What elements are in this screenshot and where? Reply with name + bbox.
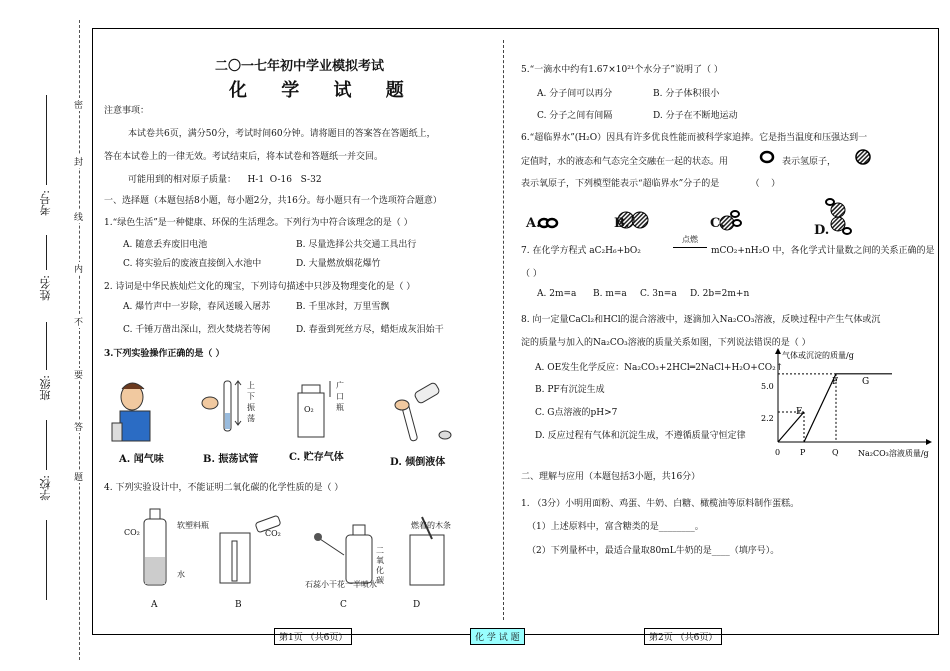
y-tick-label: 5.0: [761, 382, 774, 391]
seal-char: 要: [74, 368, 83, 381]
question-stem: mCO₂+nH₂O 中，各化学式计量数之间的关系正确的是: [711, 246, 935, 256]
option: C. 3n=a: [640, 289, 677, 299]
model-a: [539, 219, 557, 227]
seal-char: 答: [74, 420, 83, 433]
question-stem: 5.“一滴水中约有1.67×10²¹个水分子”说明了（ ）: [521, 65, 723, 75]
option: C. 分子之间有间隔: [537, 111, 613, 121]
seal-char: 线: [74, 210, 83, 223]
notice-heading: 注意事项：: [104, 106, 150, 116]
option: A. 2m=a: [537, 289, 577, 299]
question-part: （2）下列量杯中，最适合量取80mL牛奶的是____（填序号）。: [527, 546, 780, 556]
reaction-arrow: [673, 247, 707, 248]
option: B. PF有沉淀生成: [535, 385, 605, 395]
shaking-tube-illustration: [202, 381, 241, 431]
option-label: D: [413, 600, 421, 610]
mass-chart: [758, 346, 940, 461]
x-tick-label: 0: [775, 448, 781, 457]
gas-label: 二氧化碳: [376, 546, 384, 585]
water-label: 水: [177, 570, 185, 579]
subject-title: 化 学 试 题: [229, 80, 418, 101]
option: B. m=a: [593, 289, 627, 299]
stick-label: 燃着的木条: [411, 521, 451, 530]
label-class: 班级:: [39, 375, 52, 401]
option: B. 分子体积很小: [653, 89, 720, 99]
option: C. 将实验后的废液直接倒入水池中: [123, 259, 262, 269]
x-tick-label: Q: [832, 448, 839, 457]
x-tick-label: P: [800, 448, 806, 457]
option-label: B: [235, 600, 242, 610]
co2-label: CO₂: [124, 528, 140, 537]
option-label: C. 贮存气体: [289, 452, 344, 463]
point-label: E: [796, 407, 803, 417]
option: A. 爆竹声中一岁除，春风送暖入屠苏: [123, 302, 271, 312]
bottle-caption: 广口瓶: [336, 381, 344, 412]
option: B. 千里冰封，万里雪飘: [296, 302, 390, 312]
notice-line: 本试卷共6页，满分50分，考试时间60分钟。请将题目的答案答在答题纸上，: [128, 129, 436, 139]
question-part: （1）上述原料中，富含糖类的是________。: [527, 522, 704, 532]
option-label: A.: [526, 216, 541, 231]
question-text: （ ）: [521, 269, 542, 279]
page-number-right: 第2页 （共6页）: [644, 628, 722, 645]
question-stem: 3.下列实验操作正确的是（ ）: [104, 349, 225, 359]
option: C. G点溶液的pH>7: [535, 408, 618, 418]
question-text: 淀的质量与加入的Na₂CO₃溶液的质量关系如图，下列说法错误的是（ ）: [521, 338, 811, 348]
question-stem: 6.“超临界水”(H₂O）因具有许多优良性能而被科学家追捧。它是指当温度和压强达到一: [521, 133, 868, 143]
notice-line: 答在本试卷上的一律无效。考试结束后，将本试卷和答题纸一并交回。: [104, 152, 384, 162]
seal-char: 封: [74, 155, 83, 168]
model-d: [826, 199, 851, 234]
flower-label: 石蕊小干花一半喷水: [305, 580, 377, 589]
question-text: 表示氧原子，下列模型能表示“超临界水”分子的是 （ ）: [521, 179, 781, 189]
question-stem: 8. 向一定量CaCl₂和HCl的混合溶液中，逐滴加入Na₂CO₃溶液，反映过程中产生气体或沉: [521, 315, 881, 325]
question-text: 表示氢原子，: [782, 157, 837, 167]
point-label: F: [832, 377, 839, 387]
option-label: C.: [710, 216, 725, 231]
option-label: D.: [814, 223, 830, 238]
option: D. 大量燃放烟花爆竹: [296, 259, 381, 269]
page-number-left: 第1页 （共6页）: [274, 628, 352, 645]
flower-jar: [314, 525, 372, 583]
question-stem: 1. （3分）小明用面粉、鸡蛋、牛奶、白糖、橄榄油等原料制作蛋糕。: [521, 499, 800, 509]
y-axis-arrow: [775, 348, 781, 354]
y-axis-label: 气体或沉淀的质量/g: [782, 351, 854, 360]
option: A. 分子间可以再分: [537, 89, 613, 99]
question-text: 定值时，水的液态和气态完全交融在一起的状态。用: [521, 157, 729, 167]
option: C. 千锤万凿出深山，烈火焚烧若等闲: [123, 325, 271, 335]
series-line: [804, 374, 892, 442]
option-label: A: [151, 600, 158, 610]
label-name: 姓名:: [39, 275, 52, 301]
hydrogen-atom-icon: [757, 150, 777, 164]
option: A. OE发生化学反应：Na₂CO₃+2HCl═2NaCl+H₂O+CO₂↑: [535, 363, 784, 373]
question-stem: 4. 下列实验设计中，不能证明二氧化碳的化学性质的是（ ）: [104, 483, 344, 493]
smelling-illustration: [112, 383, 150, 441]
column-divider: [503, 40, 504, 620]
seal-char: 内: [74, 262, 83, 275]
option: D. 反应过程有气体和沉淀生成，不遵循质量守恒定律: [535, 431, 746, 441]
x-axis-label: Na₂CO₃溶液质量/g: [858, 449, 929, 458]
seal-line: [79, 20, 80, 660]
option-label: C: [340, 600, 347, 610]
option-label: B. 振荡试管: [203, 454, 259, 465]
gas-jar-illustration: [298, 381, 330, 437]
beaker-with-tube: [220, 515, 281, 583]
bottle-label: 软塑料瓶: [177, 521, 209, 530]
point-label: G: [862, 377, 870, 387]
option: B. 尽量选择公共交通工具出行: [296, 240, 417, 250]
oxygen-atom-icon: [853, 148, 873, 166]
label-school: 学校:: [39, 475, 52, 501]
notice-line: 可能用到的相对原子质量： H-1 O-16 S-32: [128, 175, 322, 185]
question-stem: 1.“绿色生活”是一种健康、环保的生活理念。下列行为中符合该理念的是（ ）: [104, 218, 413, 228]
exam-title: 二〇一七年初中学业模拟考试: [215, 59, 385, 74]
label-exam-number: 考号:: [39, 190, 52, 216]
section-heading: 一、选择题（本题包括8小题，每小题2分，共16分。每小题只有一个选项符合题意）: [104, 196, 442, 206]
o2-label: O₂: [304, 405, 314, 414]
option: D. 分子在不断地运动: [653, 111, 738, 121]
option: D. 2b=2m+n: [690, 289, 750, 299]
seal-char: 不: [74, 315, 83, 328]
option: D. 春蚕到死丝方尽，蜡炬成灰泪始干: [296, 325, 444, 335]
question-stem: 2. 诗词是中华民族灿烂文化的瑰宝，下列诗句描述中只涉及物理变化的是（ ）: [104, 282, 416, 292]
x-axis-arrow: [926, 439, 932, 445]
option-label: B.: [614, 216, 630, 231]
option: A. 随意丢弃废旧电池: [123, 240, 208, 250]
tube-caption: 上下振荡: [247, 381, 255, 423]
footer-subject: 化 学 试 题: [470, 628, 525, 645]
section-heading: 二、理解与应用（本题包括3小题，共16分）: [521, 472, 701, 482]
reaction-condition: 点燃: [682, 235, 698, 244]
question-stem: 7. 在化学方程式 aC₂H₆+bO₂: [521, 246, 641, 256]
seal-char: 题: [74, 470, 83, 483]
pouring-illustration: [395, 382, 451, 442]
q3-illustrations: [110, 375, 480, 445]
option-label: D. 倾倒液体: [390, 457, 446, 468]
co2-label: CO₂: [265, 529, 281, 538]
q4-illustrations: [120, 505, 460, 590]
y-tick-label: 2.2: [761, 414, 774, 423]
option-label: A. 闻气味: [119, 454, 164, 465]
plastic-bottle: [144, 509, 166, 585]
seal-char: 密: [74, 98, 83, 111]
